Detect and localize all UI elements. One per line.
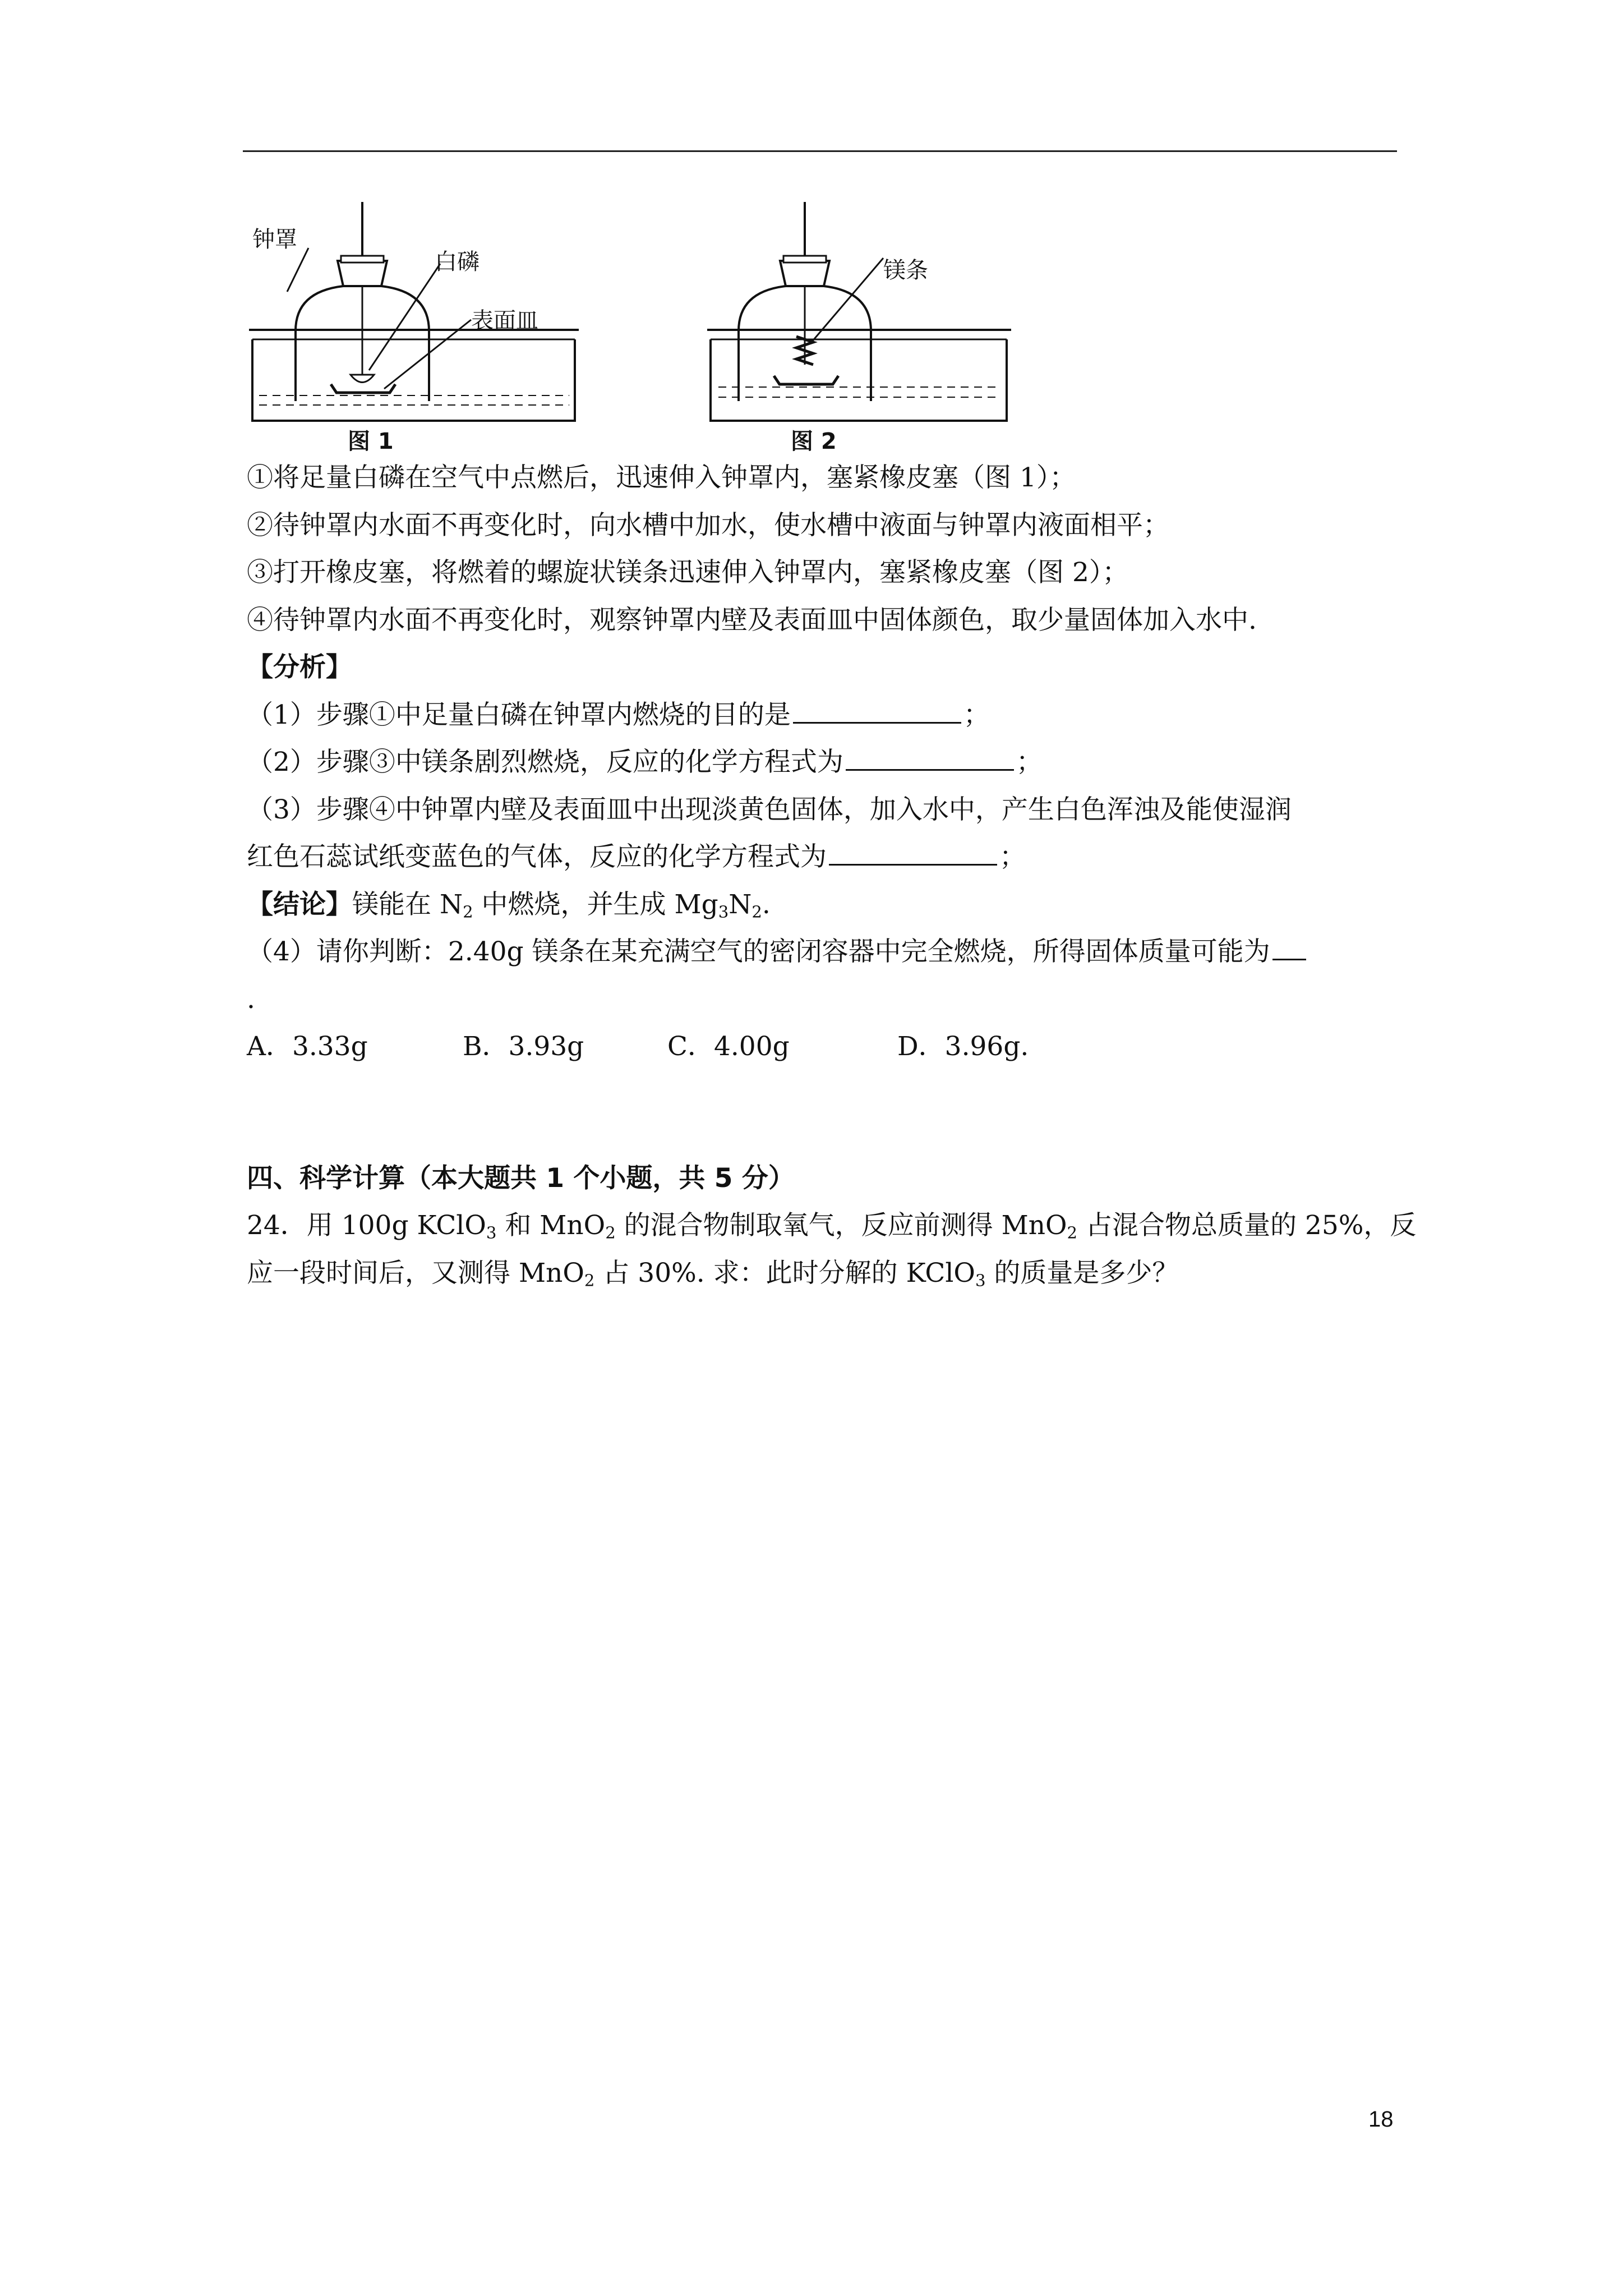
subscript: 2 [751,901,762,921]
label-white-phosphorus: 白磷 [435,249,479,275]
subscript: 2 [584,1270,595,1290]
question-24-text: 的质量是多少？ [985,1257,1179,1289]
answer-blank-3 [829,835,997,866]
label-magnesium-ribbon: 镁条 [883,257,928,283]
document-body [247,454,1417,1297]
option-a: A．3.33g [247,1031,368,1062]
answer-blank-2 [846,740,1014,771]
question-3-line-1: （3）步骤④中钟罩内壁及表面皿中出现淡黄色固体，加入水中，产生白色浑浊及能使湿润 [247,794,1292,825]
question-24-line-1 [247,1202,1417,1250]
question-24-text: 占混合物总质量的 25%，反 [1077,1210,1417,1241]
label-bell-jar: 钟罩 [252,227,297,252]
conclusion-text: 镁能在 N [352,889,463,920]
question-24-text: 和 MnO [496,1210,606,1241]
subscript: 3 [486,1223,497,1243]
answer-options [247,1023,1402,1071]
step-1: ①将足量白磷在空气中点燃后，迅速伸入钟罩内，塞紧橡皮塞（图 1）； [247,462,1076,493]
question-24-text: 24．用 100g KClO [247,1210,486,1241]
figure-2-apparatus [704,202,1018,454]
subscript: 2 [463,901,473,921]
figure-1-caption: 图 1 [348,429,394,454]
section-4-title: 四、科学计算（本大题共 1 个小题，共 5 分） [247,1162,795,1194]
header-rule [243,150,1397,152]
figure-2-drawing [704,202,1018,454]
question-4-text: （4）请你判断：2.40g 镁条在某充满空气的密闭容器中完全燃烧，所得固体质量可能为 [247,936,1270,967]
question-24-text: 占 30%. 求：此时分解的 KClO [594,1257,975,1289]
question-24-text: 应一段时间后，又测得 MnO [247,1257,584,1289]
page-number: 18 [1368,2107,1394,2132]
step-2: ②待钟罩内水面不再变化时，向水槽中加水，使水槽中液面与钟罩内液面相平； [247,509,1169,541]
step-4: ④待钟罩内水面不再变化时，观察钟罩内壁及表面皿中固体颜色，取少量固体加入水中. [247,604,1257,636]
question-1-text: （1）步骤①中足量白磷在钟罩内燃烧的目的是 [247,699,791,730]
subscript: 2 [1067,1223,1078,1243]
subscript: 3 [718,901,729,921]
conclusion-text: . [762,889,771,920]
question-3-text: 红色石蕊试纸变蓝色的气体，反应的化学方程式为 [247,841,827,872]
conclusion-heading: 【结论】 [247,889,352,920]
option-c: C．4.00g [667,1031,790,1062]
step-3: ③打开橡皮塞，将燃着的螺旋状镁条迅速伸入钟罩内，塞紧橡皮塞（图 2）； [247,557,1129,588]
figure-1-apparatus [241,202,589,454]
question-2 [247,739,1402,786]
figure-2-caption: 图 2 [791,429,837,454]
answer-blank-4 [1272,930,1306,960]
conclusion-text: 中燃烧，并生成 Mg [473,889,718,920]
question-4 [247,928,1402,976]
option-d: D．3.96g. [897,1031,1029,1062]
subscript: 3 [975,1270,986,1290]
answer-blank-1 [793,693,961,724]
question-3-end: ； [999,841,1026,872]
conclusion-text: N [728,889,752,920]
label-watch-glass: 表面皿 [471,308,538,334]
figure-1-drawing [241,202,589,454]
conclusion [247,881,1402,929]
subscript: 2 [605,1223,616,1243]
analysis-heading: 【分析】 [247,652,352,683]
question-24-line-2 [247,1250,1402,1297]
question-24-text: 的混合物制取氧气，反应前测得 MnO [615,1210,1067,1241]
question-3-line-2 [247,834,1402,881]
question-2-text: （2）步骤③中镁条剧烈燃烧，反应的化学方程式为 [247,747,843,777]
question-2-end: ； [1016,747,1043,777]
question-4-tail: . [247,983,255,1015]
option-b: B．3.93g [463,1031,584,1062]
question-1 [247,692,1402,739]
question-1-end: ； [963,699,990,730]
